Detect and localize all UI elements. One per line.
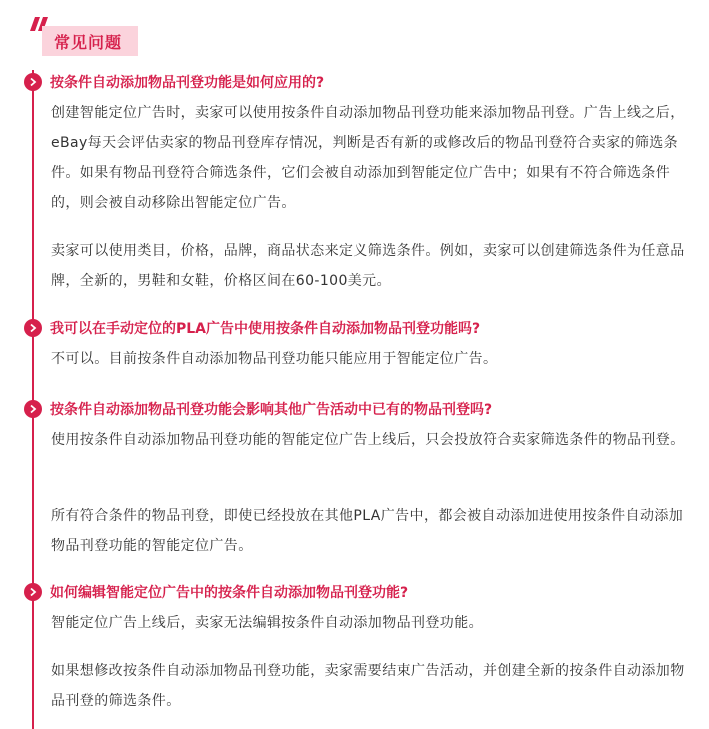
faq-question-1 [24,72,324,92]
faq-answer-paragraph: 创建智能定位广告时，卖家可以使用按条件自动添加物品刊登功能来添加物品刊登。广告上线之后，eBay每天会评估卖家的物品刊登库存情况，判断是否有新的或修改后的物品刊登符合卖家的筛选条件。如果有物品刊登符合筛选条件，它们会被自动添加到智能定位广告中；如果有不符合筛选条件的，则会被自动移除出智能定位广告。 [51,105,685,211]
section-title-box [42,26,138,56]
faq-answer-paragraph: 卖家可以使用类目，价格，品牌，商品状态来定义筛选条件。例如，卖家可以创建筛选条件为任意品牌，全新的，男鞋和女鞋，价格区间在60-100美元。 [51,243,685,289]
chevron-right-icon [24,73,42,91]
faq-question-text: 按条件自动添加物品刊登功能是如何应用的? [50,75,325,91]
faq-answer-paragraph: 使用按条件自动添加物品刊登功能的智能定位广告上线后，只会投放符合卖家筛选条件的物品刊登。 [51,432,685,448]
faq-question-text: 我可以在手动定位的PLA广告中使用按条件自动添加物品刊登功能吗? [50,321,481,337]
faq-question-2 [24,318,480,338]
faq-answer-paragraph: 所有符合条件的物品刊登，即使已经投放在其他PLA广告中，都会被自动添加进使用按条件自动添加物品刊登功能的智能定位广告。 [51,508,684,554]
faq-answer-paragraph: 智能定位广告上线后，卖家无法编辑按条件自动添加物品刊登功能。 [51,615,483,631]
chevron-right-icon [24,319,42,337]
chevron-right-icon [24,400,42,418]
faq-question-text: 按条件自动添加物品刊登功能会影响其他广告活动中已有的物品刊登吗? [50,402,493,418]
faq-answer-paragraph: 不可以。目前按条件自动添加物品刊登功能只能应用于智能定位广告。 [51,351,498,367]
faq-answer-paragraph: 如果想修改按条件自动添加物品刊登功能，卖家需要结束广告活动，并创建全新的按条件自动添加物品刊登的筛选条件。 [51,663,685,709]
faq-question-4 [24,582,408,602]
chevron-right-icon [24,583,42,601]
section-title: 常见问题 [54,32,123,52]
faq-question-text: 如何编辑智能定位广告中的按条件自动添加物品刊登功能? [50,585,409,601]
faq-question-3 [24,399,492,419]
